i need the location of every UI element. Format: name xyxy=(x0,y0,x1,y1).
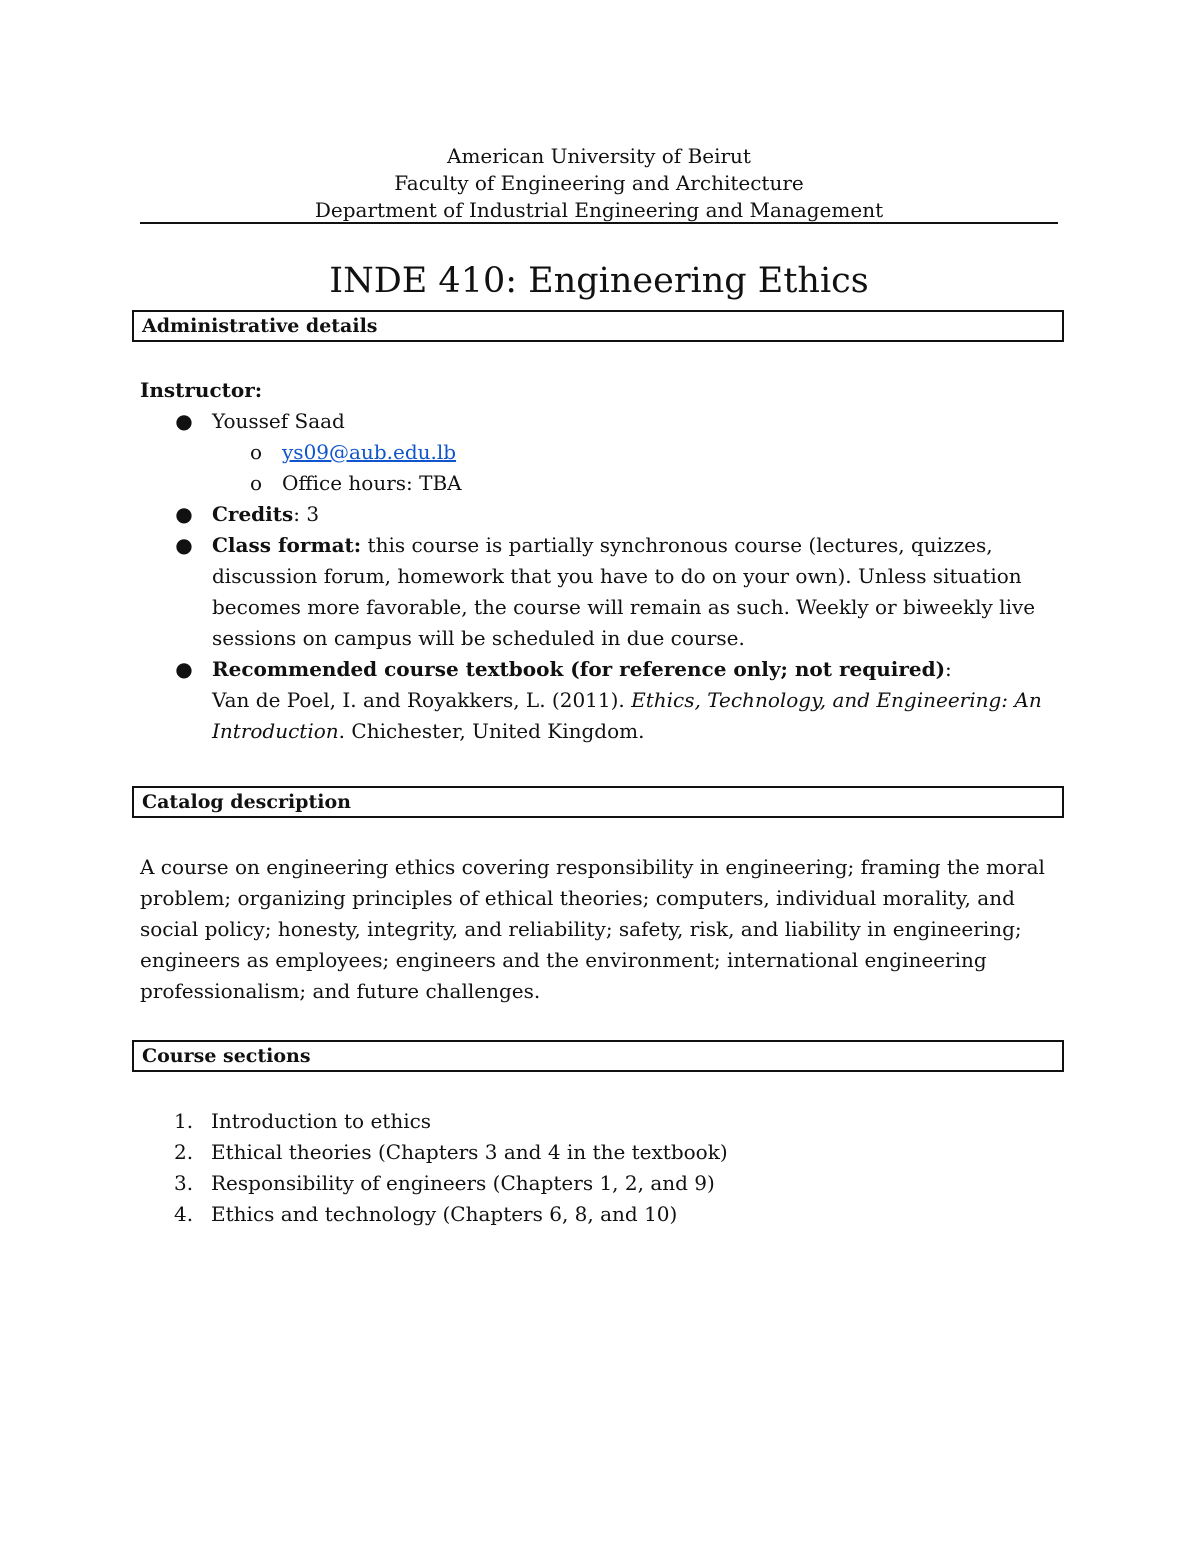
institution-header xyxy=(140,143,1058,224)
textbook-colon: : xyxy=(945,657,952,681)
course-sections-heading: Course sections xyxy=(132,1040,1064,1072)
bullet-icon: ● xyxy=(175,533,193,557)
class-format-label: Class format: xyxy=(212,533,362,557)
textbook-authors: Van de Poel, I. and Royakkers, L. (2011). xyxy=(212,688,632,712)
administrative-list xyxy=(140,406,1060,747)
section-text: Ethical theories (Chapters 3 and 4 in the textbook) xyxy=(211,1140,728,1164)
credits-value: : 3 xyxy=(293,502,320,526)
hollow-bullet-icon: o xyxy=(249,471,263,495)
credits-label: Credits xyxy=(212,502,294,526)
list-item xyxy=(140,654,1060,747)
instructor-label: Instructor: xyxy=(140,378,263,402)
department-name: Department of Industrial Engineering and Management xyxy=(314,198,884,222)
bullet-icon: ● xyxy=(175,502,193,526)
university-name: American University of Beirut xyxy=(447,144,751,168)
list-item xyxy=(140,1106,1060,1137)
textbook-title: Ethics, Technology, and Engineering: An Introduction xyxy=(212,688,1042,743)
list-number: 1. xyxy=(174,1109,194,1133)
instructor-name: Youssef Saad xyxy=(212,409,345,433)
header-divider xyxy=(140,222,1058,224)
list-number: 4. xyxy=(174,1202,194,1226)
textbook-label: Recommended course textbook (for reference only; not required) xyxy=(212,657,946,681)
list-item xyxy=(140,499,1060,530)
list-item xyxy=(140,1168,1060,1199)
list-number: 2. xyxy=(174,1140,194,1164)
course-title: INDE 410: Engineering Ethics xyxy=(329,261,869,301)
list-item xyxy=(140,437,1060,468)
catalog-description-heading: Catalog description xyxy=(132,786,1064,818)
hollow-bullet-icon: o xyxy=(249,440,263,464)
class-format-text: this course is partially synchronous course (lectures, quizzes, discussion forum, homework that you have to do on your own). Unless situation becomes more favorable, the course will remain as such. Weekly or biweekly live sessions on campus will be scheduled in due course. xyxy=(212,533,1036,650)
faculty-name: Faculty of Engineering and Architecture xyxy=(394,171,804,195)
section-text: Responsibility of engineers (Chapters 1, 2, and 9) xyxy=(211,1171,715,1195)
list-item xyxy=(140,1199,1060,1230)
bullet-icon: ● xyxy=(175,657,193,681)
list-number: 3. xyxy=(174,1171,194,1195)
section-text: Introduction to ethics xyxy=(211,1109,432,1133)
list-item xyxy=(140,406,1060,437)
textbook-publisher: . Chichester, United Kingdom. xyxy=(338,719,645,743)
list-item xyxy=(140,1137,1060,1168)
administrative-details-heading: Administrative details xyxy=(132,310,1064,342)
instructor-email-link[interactable]: ys09@aub.edu.lb xyxy=(282,440,457,464)
list-item xyxy=(140,468,1060,499)
section-text: Ethics and technology (Chapters 6, 8, and 10) xyxy=(211,1202,678,1226)
course-sections-list xyxy=(140,1106,1060,1230)
bullet-icon: ● xyxy=(175,409,193,433)
catalog-description-text: A course on engineering ethics covering responsibility in engineering; framing the moral problem; organizing principles of ethical theories; computers, individual morality, and social policy; honesty, integrity, and reliability; safety, risk, and liability in engineering; engineers as employees; engineers and the environment; international engineering professionalism; and future challenges. xyxy=(140,855,1045,1003)
office-hours: Office hours: TBA xyxy=(282,471,462,495)
list-item xyxy=(140,530,1060,654)
